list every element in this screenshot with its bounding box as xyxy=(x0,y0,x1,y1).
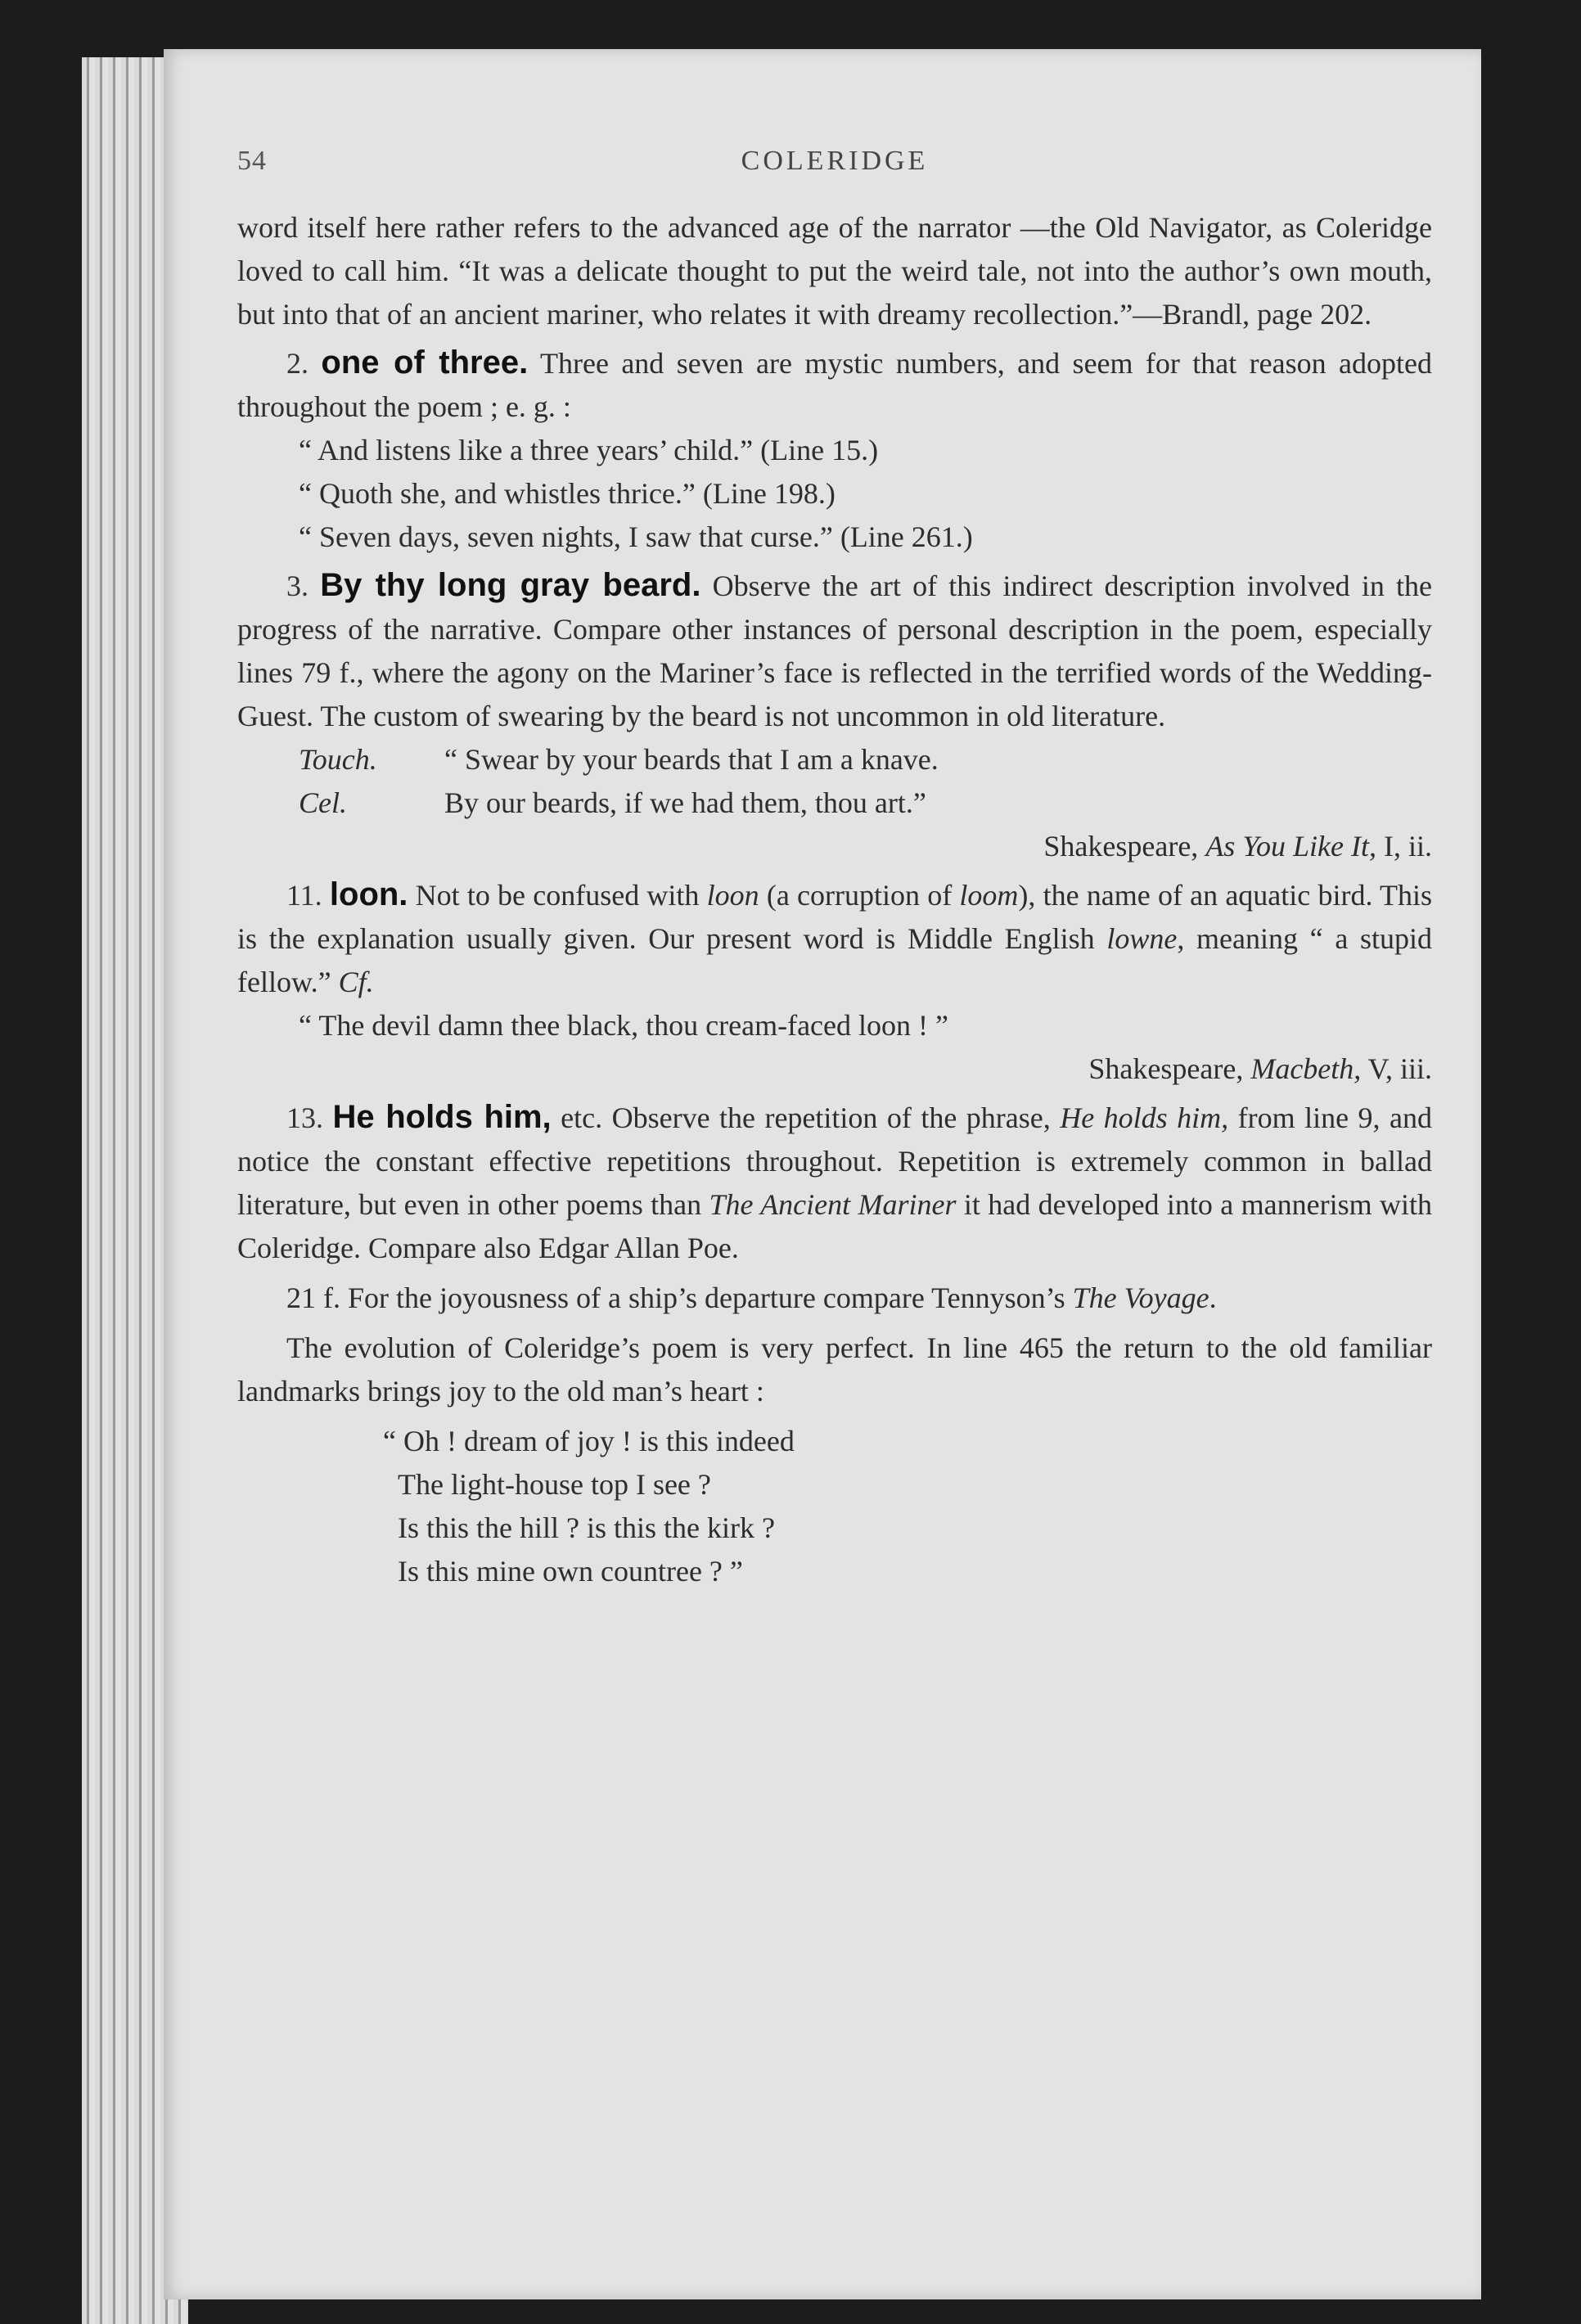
poem-line: The light-house top I see ? xyxy=(398,1468,711,1501)
dialogue-text: By our beards, if we had them, thou art.” xyxy=(444,786,926,819)
italic-term: The Ancient Mariner xyxy=(709,1188,957,1221)
note-lemma: one of three. xyxy=(321,345,529,381)
note-text: Three and seven are mystic numbers, and seem for that reason adopted throughout the poem ; e. g. : xyxy=(237,347,1432,423)
citation-author: Shakespeare, xyxy=(1043,830,1206,862)
italic-term: Cf. xyxy=(338,966,374,998)
note-3 xyxy=(237,564,1432,738)
poem-line: “ Oh ! dream of joy ! is this indeed xyxy=(383,1425,795,1457)
page-body xyxy=(237,206,1432,1593)
dialogue-text: “ Swear by your beards that I am a knave. xyxy=(444,743,939,776)
citation-work: As You Like It, xyxy=(1205,830,1376,862)
italic-term: loon xyxy=(706,879,759,912)
note-number: 13. xyxy=(286,1101,323,1134)
citation-locator: I, ii. xyxy=(1376,830,1432,862)
dialogue-line xyxy=(237,781,1432,825)
quote-line: “ Seven days, seven nights, I saw that curse.” (Line 261.) xyxy=(299,520,973,553)
note-number: 2. xyxy=(286,347,309,380)
citation xyxy=(237,825,1432,868)
running-header xyxy=(237,146,1432,195)
note-13 xyxy=(237,1096,1432,1270)
note-lemma: He holds him, xyxy=(332,1099,552,1135)
note-lemma: loon. xyxy=(329,876,408,912)
note-text: . xyxy=(1209,1281,1217,1314)
italic-term: The Voyage xyxy=(1072,1281,1209,1314)
citation-author: Shakespeare, xyxy=(1088,1052,1251,1085)
speaker-name: Cel. xyxy=(299,786,347,819)
note-text: it had developed into a mannerism with Coleridge. Compare also Edgar Allan Poe. xyxy=(237,1188,1432,1264)
italic-term: He holds him, xyxy=(1060,1101,1229,1134)
speaker-name: Touch. xyxy=(299,743,377,776)
note-11 xyxy=(237,873,1432,1004)
note-number: 11. xyxy=(286,879,322,912)
quote-line: “ And listens like a three years’ child.” (Line 15.) xyxy=(299,434,879,466)
citation-work: Macbeth, xyxy=(1250,1052,1362,1085)
note-text: 21 f. For the joyousness of a ship’s departure compare Tennyson’s xyxy=(286,1281,1073,1314)
citation xyxy=(237,1047,1432,1091)
note-21 xyxy=(237,1277,1432,1320)
note-2 xyxy=(237,341,1432,429)
italic-term: lowne xyxy=(1106,922,1178,955)
note-text: etc. Observe the repetition of the phrase, xyxy=(551,1101,1061,1134)
quote-line: “ Quoth she, and whistles thrice.” (Line 198.) xyxy=(299,477,836,510)
note-text: , meaning “ a stupid fellow.” xyxy=(237,922,1433,998)
note-lemma: By thy long gray beard. xyxy=(320,567,701,603)
note-text: ), the name of an aquatic bird. This is the explanation usually given. Our present word is Middle English xyxy=(237,879,1433,955)
italic-term: loom xyxy=(959,879,1019,912)
quote-line: “ The devil damn thee black, thou cream-faced loon ! ” xyxy=(299,1009,948,1042)
note-text: Observe the art of this indirect description involved in the progress of the narrative. Compare other instances of personal description in the poem, especially lines 79 f., where the agony on the Mariner’s face is reflected in the terrified words of the Wedding-Guest. The custom of swearing by the beard is not uncommon in old literature. xyxy=(237,570,1433,732)
note-number: 3. xyxy=(286,570,309,602)
citation-locator: V, iii. xyxy=(1361,1052,1432,1085)
page-number: 54 xyxy=(237,146,267,176)
dialogue-line xyxy=(237,738,1432,781)
note-text: (a corruption of xyxy=(759,879,960,912)
poem-line: Is this the hill ? is this the kirk ? xyxy=(398,1511,775,1544)
running-title: COLERIDGE xyxy=(741,146,929,176)
poem-line: Is this mine own countree ? ” xyxy=(398,1555,743,1588)
poem-stanza xyxy=(237,1420,1432,1593)
closing-paragraph: The evolution of Coleridge’s poem is very perfect. In line 465 the return to the old familiar landmarks brings joy to the old man’s heart : xyxy=(237,1331,1432,1407)
note-text: from line 9, and notice the constant effective repetitions throughout. Repetition is extremely common in ballad literature, but even in other poems than xyxy=(237,1101,1432,1221)
note-text: Not to be confused with xyxy=(415,879,707,912)
continued-paragraph: word itself here rather refers to the advanced age of the narrator —the Old Navigator, as Coleridge loved to call him. “It was a delicate thought to put the weird tale, not into the author’s own mouth, but into that of an ancient mariner, who relates it with dreamy recollection.”—Brandl, page 202. xyxy=(237,211,1432,331)
